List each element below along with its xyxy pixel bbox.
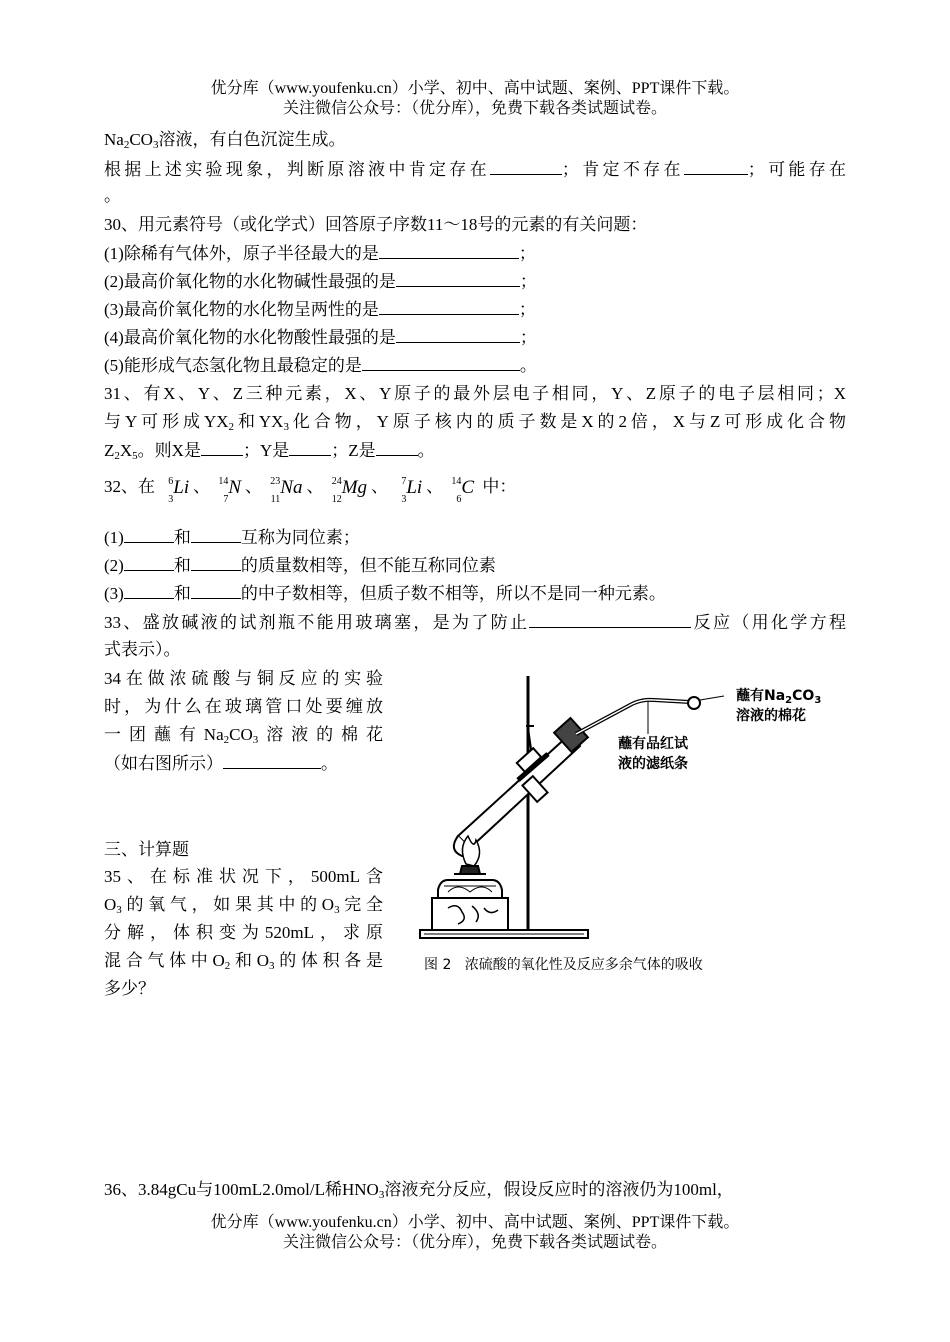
lamp-wick-holder — [460, 866, 480, 874]
answer-blank[interactable] — [379, 241, 519, 259]
apparatus-figure — [418, 668, 822, 988]
nuclide: 14 6 C — [451, 476, 475, 506]
answer-blank[interactable] — [191, 553, 241, 571]
section-title: 三、计算题 — [104, 840, 189, 859]
label-cotton-2: 溶液的棉花 — [736, 708, 806, 724]
answer-blank[interactable] — [396, 325, 520, 343]
q35-line-5: 多少？ — [104, 979, 155, 998]
q36-line-1: 36、3.84gCu与100mL2.0mol/L稀$HNO_3$溶液充分反应，假设反应时的溶液仍为100ml， — [104, 1180, 734, 1201]
q31-line-2: 与Y可形成$YX_2$和$YX_3$化合物，Y原子核内的质子数是X的2倍，X与Z可形成化合物 — [104, 412, 846, 433]
q34-line-1: 34在做浓硫酸与铜反应的实验 — [104, 669, 383, 688]
answer-blank[interactable] — [223, 751, 321, 769]
q35-line-3: 分解，体积变为520mL，求原 — [104, 923, 383, 942]
answer-blank[interactable] — [124, 553, 174, 571]
nuclide: 24 12 Mg — [331, 476, 368, 506]
answer-blank[interactable] — [289, 438, 331, 456]
q29-end: 。 — [104, 186, 121, 205]
nuclide: 6 3 Li — [168, 476, 190, 506]
figure-caption: 图 2 浓硫酸的氧化性及反应多余气体的吸收 — [424, 957, 703, 973]
alcohol-lamp — [438, 880, 502, 898]
flame — [462, 836, 479, 866]
answer-blank[interactable] — [191, 525, 241, 543]
q34-line-4: （如右图所示） 。 — [104, 751, 338, 776]
answer-blank[interactable] — [490, 157, 562, 175]
answer-blank[interactable] — [379, 297, 519, 315]
q35-line-4: 混合气体中$O_2$和$O_3$的体积各是 — [104, 951, 383, 972]
q31-line-1: 31、有X、Y、Z三种元素，X、Y原子的最外层电子相同，Y、Z原子的电子层相同；X — [104, 384, 846, 403]
q30-item-4: (4)最高价氧化物的水化物酸性最强的是 ； — [104, 325, 537, 350]
q33-line-1: 33、盛放碱液的试剂瓶不能用玻璃塞，是为了防止 反应（用化学方程 — [104, 610, 846, 635]
q33-line-2: 式表示）。 — [104, 640, 181, 659]
header-line-1: 优分库（www.youfenku.cn）小学、初中、高中试题、案例、PPT课件下载。 — [210, 80, 740, 97]
header-line-2: 关注微信公众号：（优分库），免费下载各类试题试卷。 — [282, 100, 667, 117]
q34-line-2: 时，为什么在玻璃管口处要缠放 — [104, 697, 383, 716]
q32-item-3: (3) 和 的中子数相等，但质子数不相等，所以不是同一种元素。 — [104, 581, 666, 606]
q34-line-3: 一团蘸有$Na_2CO_3$溶液的棉花 — [104, 725, 383, 746]
q30-item-3: (3)最高价氧化物的水化物呈两性的是 ； — [104, 297, 536, 322]
q30-stem: 30、用元素符号（或化学式）回答原子序数11～18号的元素的有关问题： — [104, 215, 648, 234]
answer-blank[interactable] — [124, 581, 174, 599]
nuclide: 7 3 Li — [401, 476, 423, 506]
answer-blank[interactable] — [376, 438, 418, 456]
q32-stem: 32、在 6 3 Li 、 14 7 N 、 23 11 Na 、 24 12 Mg 、 7 3 Li 、 14 6 C 中： — [104, 472, 516, 503]
answer-blank[interactable] — [684, 157, 748, 175]
label-filter-paper-1: 蘸有品红试 — [618, 736, 688, 752]
q30-item-5: (5)能形成气态氢化物且最稳定的是 。 — [104, 353, 537, 378]
answer-blank[interactable] — [201, 438, 243, 456]
q32-item-2: (2) 和 的质量数相等，但不能互称同位素 — [104, 553, 496, 578]
apparatus-drawing — [418, 668, 778, 988]
answer-blank[interactable] — [124, 525, 174, 543]
q31-line-3: $Z_2X_5$。则X是 ；Y是 ；Z是 。 — [104, 438, 435, 463]
footer-line-1: 优分库（www.youfenku.cn）小学、初中、高中试题、案例、PPT课件下载。 — [210, 1214, 740, 1231]
delivery-tube — [576, 700, 690, 734]
answer-blank[interactable] — [191, 581, 241, 599]
q29-continuation: Na2CO3溶液，有白色沉淀生成。 — [104, 130, 346, 151]
q30-item-2: (2)最高价氧化物的水化物碱性最强的是 ； — [104, 269, 537, 294]
lamp-block — [432, 898, 508, 930]
answer-blank[interactable] — [529, 610, 691, 628]
footer-line-2: 关注微信公众号：（优分库），免费下载各类试题试卷。 — [282, 1234, 667, 1251]
q29-question: 根据上述实验现象，判断原溶液中肯定存在 ；肯定不存在 ；可能存在 — [104, 157, 846, 182]
answer-blank[interactable] — [396, 269, 520, 287]
q35-line-1: 35、在标准状况下，500mL含 — [104, 867, 383, 886]
q35-line-2: $O_3$的氧气，如果其中的$O_3$完全 — [104, 895, 383, 916]
test-tube — [458, 734, 580, 848]
label-cotton: 蘸有$Na_2CO_3$ — [736, 688, 822, 706]
cotton-ball — [688, 697, 700, 709]
label-filter-paper-2: 液的滤纸条 — [618, 756, 688, 772]
answer-blank[interactable] — [362, 353, 520, 371]
q30-item-1: (1)除稀有气体外，原子半径最大的是 ； — [104, 241, 536, 266]
nuclide: 23 11 Na — [270, 476, 303, 506]
q32-item-1: (1) 和 互称为同位素； — [104, 525, 360, 550]
nuclide: 14 7 N — [218, 476, 242, 506]
